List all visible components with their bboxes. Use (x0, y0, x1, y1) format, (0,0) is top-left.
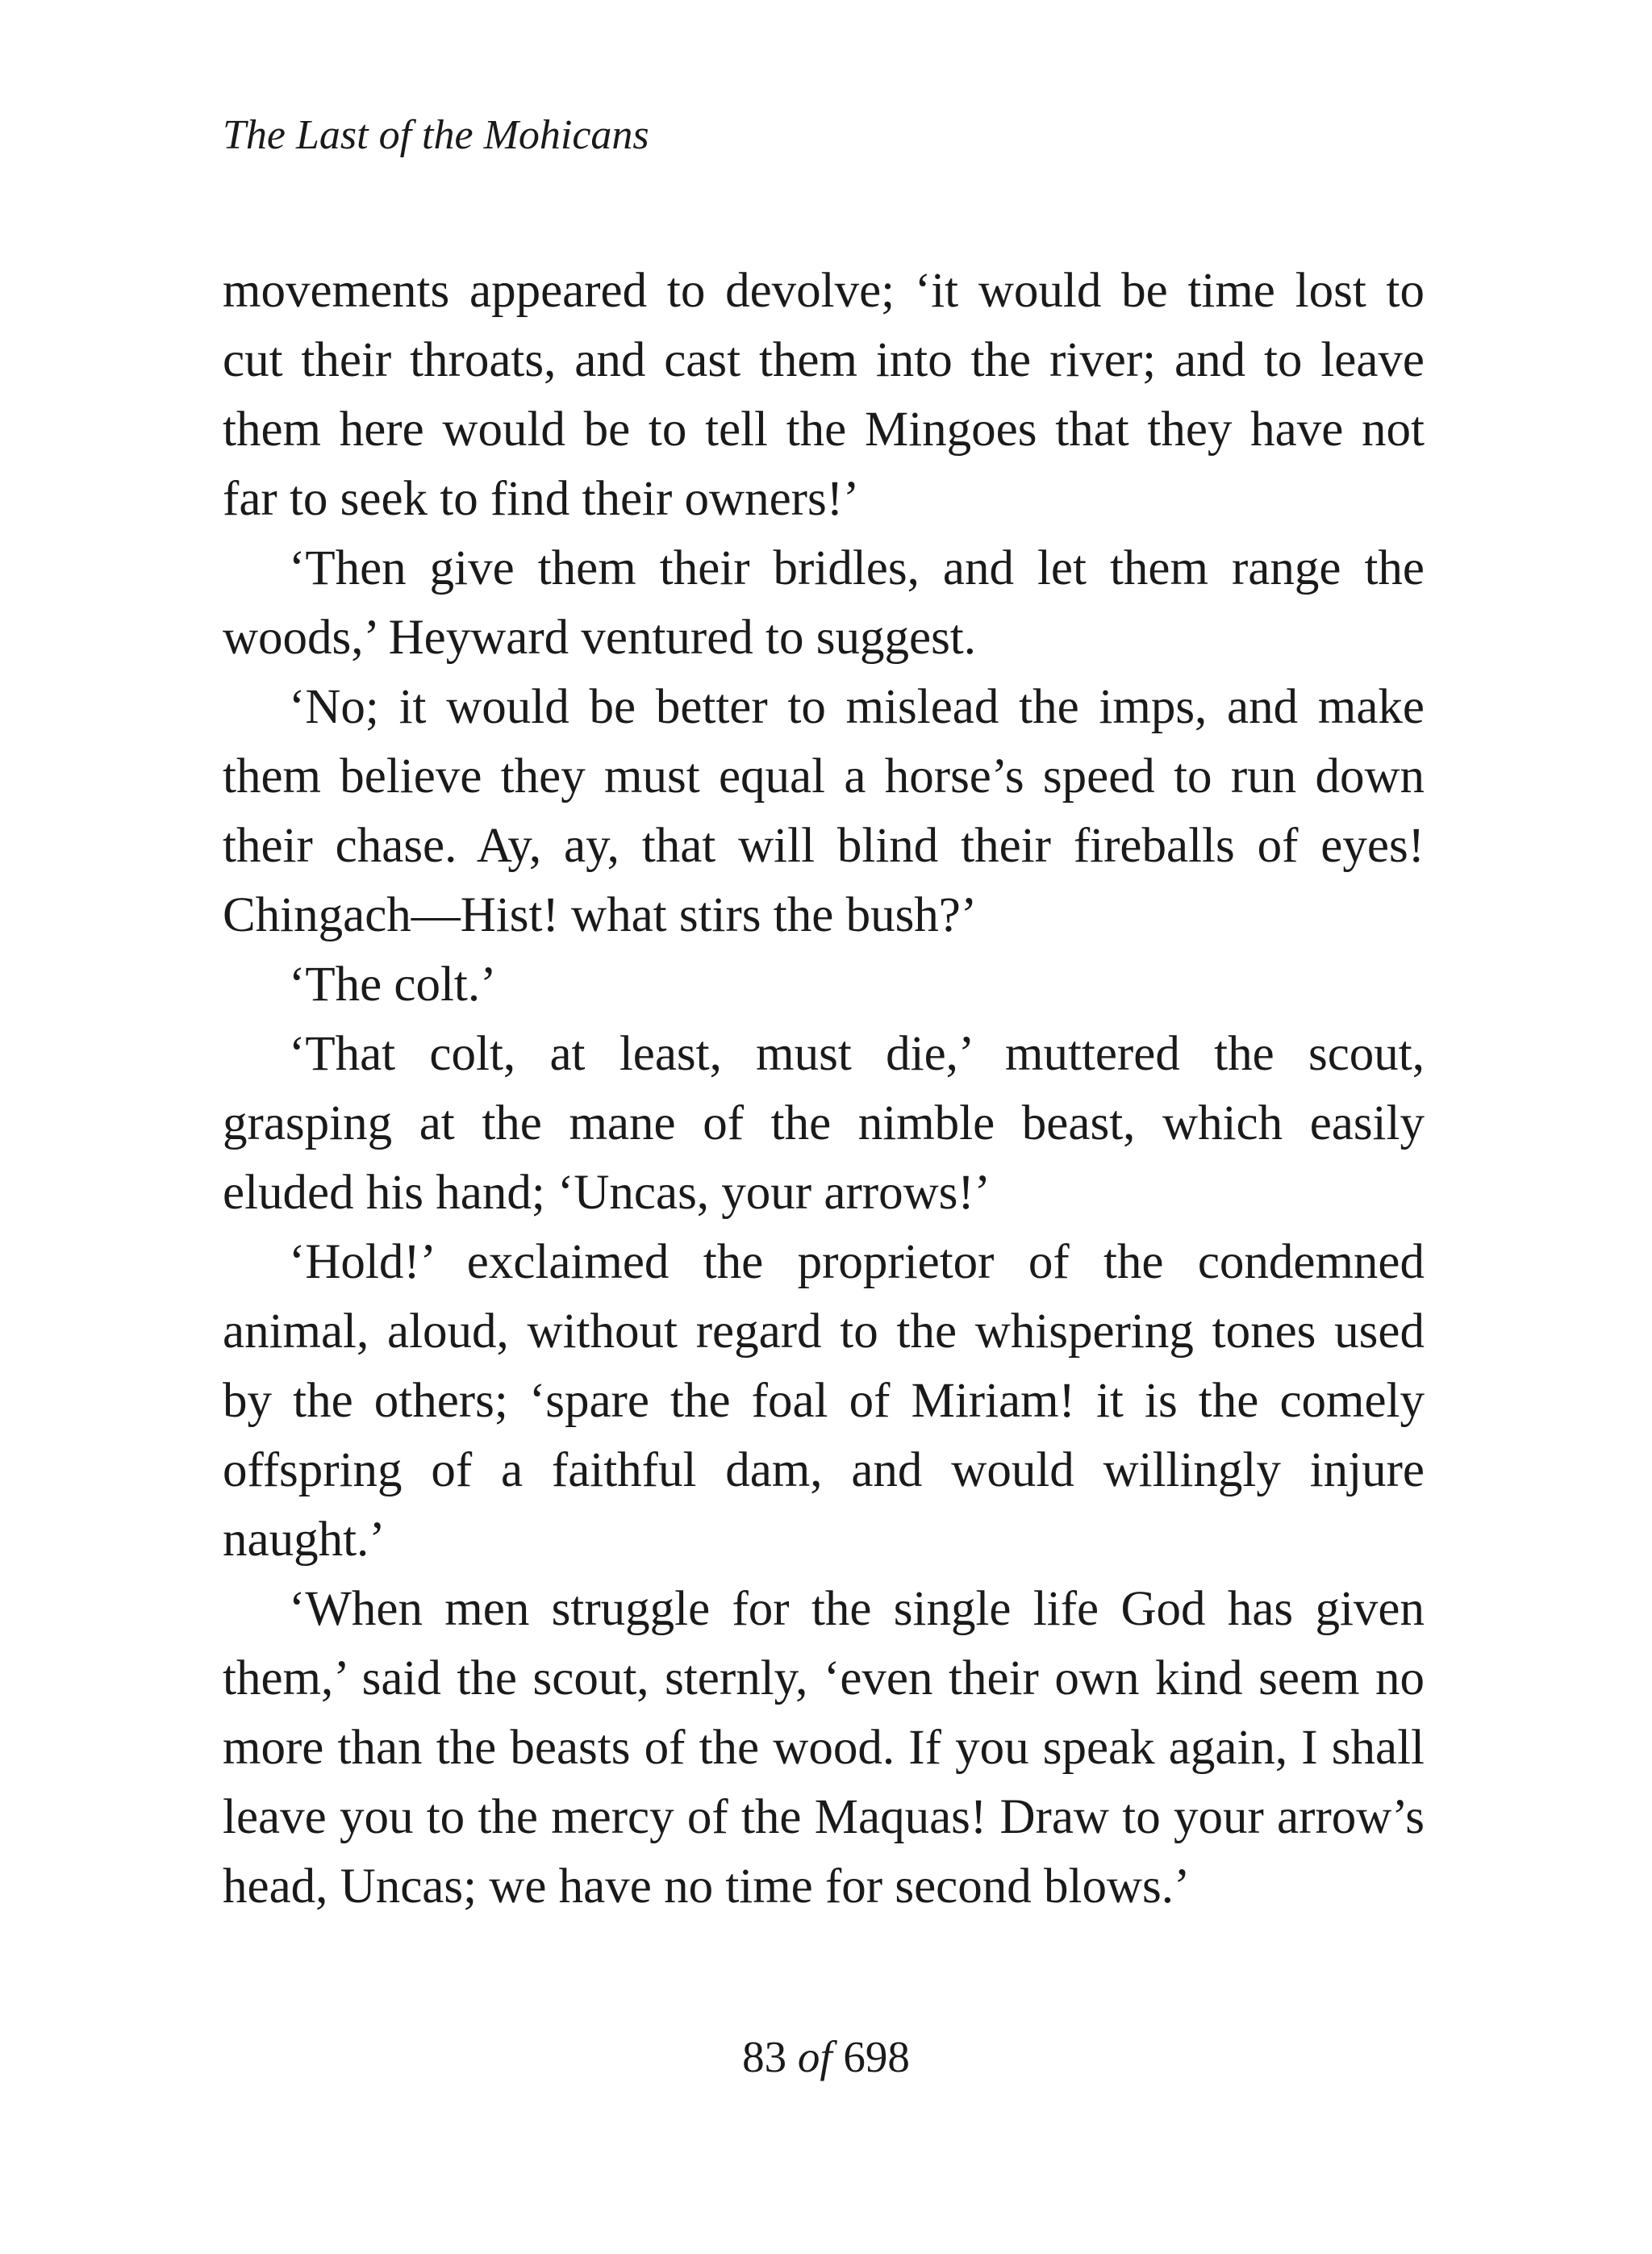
paragraph: ‘That colt, at least, must die,’ muttered the scout, grasping at the mane of the nimble beast, which easily eluded his hand; ‘Uncas, your arrows!’ (223, 1027, 1425, 1220)
paragraph: ‘The colt.’ (289, 958, 497, 1012)
page-number (0, 2025, 1652, 2089)
paragraph-continuation: movements appeared to devolve; ‘it would be time lost to cut their throats, and cast them into the river; and to leave them here would be to tell the Mingoes that they have not far to seek to find their owners!’ (223, 264, 1425, 526)
current-page: 83 (742, 2032, 787, 2081)
page-of-label: of (797, 2032, 832, 2081)
running-title: The Last of the Mohicans (223, 112, 649, 158)
paragraph: ‘Hold!’ exclaimed the proprietor of the condemned animal, aloud, without regard to the whispering tones used by the others; ‘spare the foal of Miriam! it is the comely offspring of a faithful dam, and would willingly injure naught.’ (223, 1235, 1425, 1567)
body-text (223, 257, 1425, 1922)
paragraph: ‘No; it would be better to mislead the imps, and make them believe they must equal a horse’s speed to run down their chase. Ay, ay, that will blind their fireballs of eyes! Chingach—Hist! what stirs the bush?’ (223, 680, 1425, 942)
paragraph: ‘When men struggle for the single life God has given them,’ said the scout, sternly, ‘even their own kind seem no more than the beasts of the wood. If you speak again, I shall leave you to the mercy of the Maquas! Draw to your arrow’s head, Uncas; we have no time for second blows.’ (223, 1582, 1425, 1914)
total-pages: 698 (843, 2032, 910, 2081)
paragraph: ‘Then give them their bridles, and let them range the woods,’ Heyward ventured to suggest. (223, 541, 1425, 665)
